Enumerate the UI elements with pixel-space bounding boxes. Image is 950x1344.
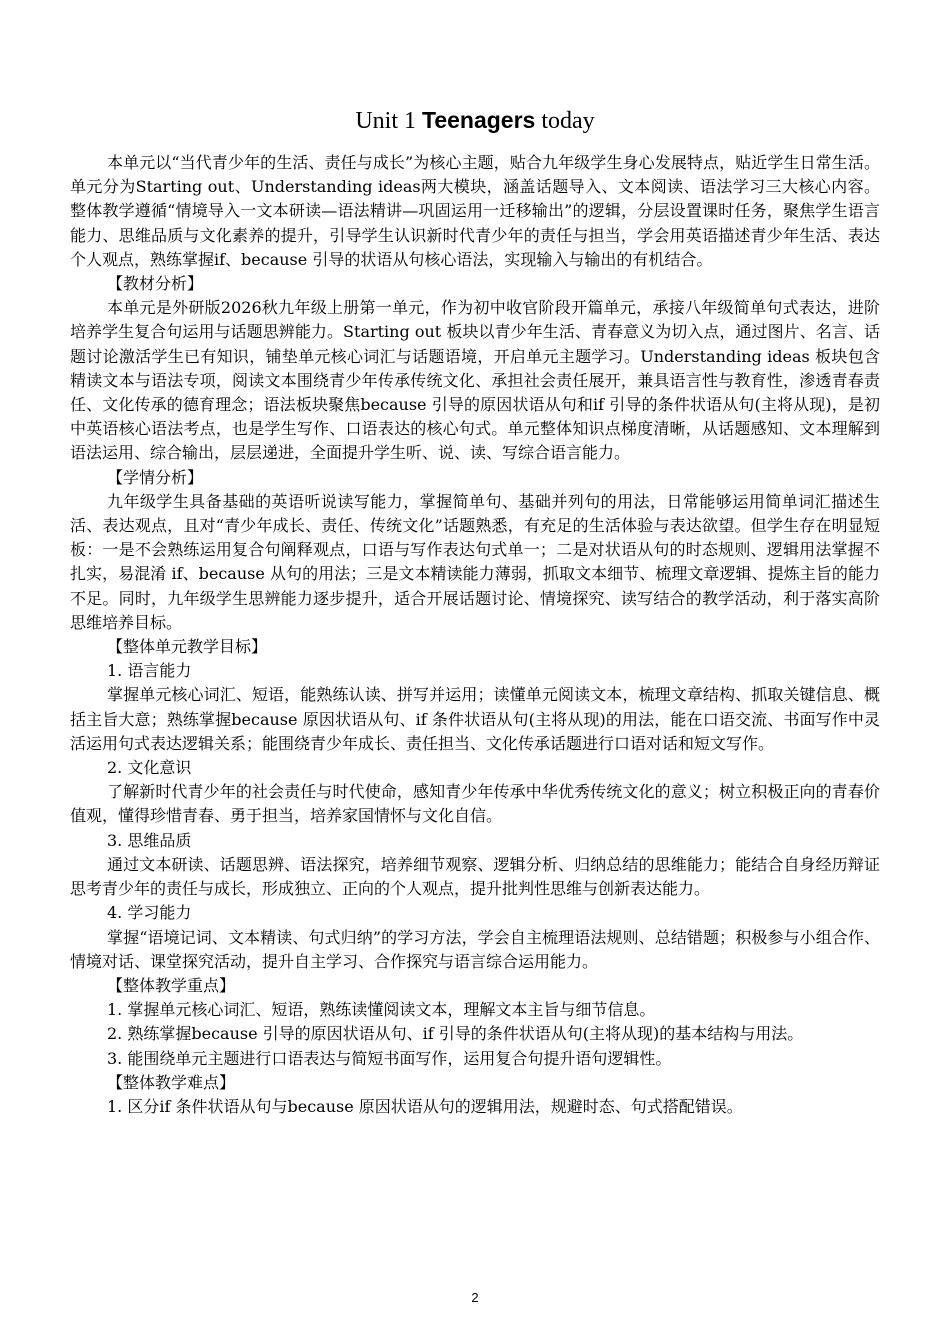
body-paragraph: 九年级学生具备基础的英语听说读写能力，掌握简单句、基础并列句的用法，日常能够运用简单词汇描述生活、表达观点，且对“青少年成长、责任、传统文化”话题熟悉，有充足的生活体验与表达欲望。但学生存在明显短板：一是不会熟练运用复合句阐释观点，口语与写作表达句式单一；二是对状语从句的时态规则、逻辑用法掌握不扎实，易混淆 if、because 从句的用法；三是文本精读能力薄弱，抓取文本细节、梳理文章逻辑、提炼主旨的能力不足。同时，九年级学生思辨能力逐步提升，适合开展话题讨论、情境探究、读写结合的教学活动，利于落实高阶思维培养目标。 bbox=[70, 491, 880, 632]
body-paragraph: 掌握单元核心词汇、短语，能熟练认读、拼写并运用；读懂单元阅读文本，梳理文章结构、抓取关键信息、概括主旨大意；熟练掌握because 原因状语从句、if 条件状语从句(主将从现)的用法，能在口语交流、书面写作中灵活运用句式表达逻辑关系；能围绕青少年成长、责任担当、文化传承话题进行口语对话和短文写作。 bbox=[70, 685, 880, 753]
document-body bbox=[70, 151, 880, 1119]
body-paragraph: 1. 区分if 条件状语从句与because 原因状语从句的逻辑用法，规避时态、句式搭配错误。 bbox=[107, 1096, 743, 1116]
page-title bbox=[0, 104, 950, 137]
section-heading: 【教材分析】 bbox=[107, 274, 204, 294]
body-paragraph: 了解新时代青少年的社会责任与时代使命，感知青少年传承中华优秀传统文化的意义；树立积极正向的青春价值观，懂得珍惜青春、勇于担当，培养家国情怀与文化自信。 bbox=[70, 782, 880, 826]
page-number: 2 bbox=[471, 1290, 479, 1305]
subsection-heading: 1. 语言能力 bbox=[107, 661, 192, 681]
body-paragraph: 3. 能围绕单元主题进行口语表达与简短书面写作，运用复合句提升语句逻辑性。 bbox=[107, 1048, 672, 1068]
title-teenagers: Teenagers bbox=[421, 107, 536, 133]
subsection-heading: 3. 思维品质 bbox=[107, 830, 192, 850]
body-paragraph: 2. 熟练掌握because 引导的原因状语从句、if 引导的条件状语从句(主将从现)的基本结构与用法。 bbox=[107, 1024, 804, 1044]
section-heading: 【学情分析】 bbox=[107, 467, 204, 487]
body-paragraph: 掌握“语境记词、文本精读、句式归纳”的学习方法，学会自主梳理语法规则、总结错题；积极参与小组合作、情境对话、课堂探究活动，提升自主学习、合作探究与语言综合运用能力。 bbox=[70, 927, 880, 971]
section-heading: 【整体教学难点】 bbox=[107, 1072, 236, 1092]
body-paragraph: 通过文本研读、话题思辨、语法探究，培养细节观察、逻辑分析、归纳总结的思维能力；能结合自身经历辩证思考青少年的责任与成长，形成独立、正向的个人观点，提升批判性思维与创新表达能力。 bbox=[70, 854, 880, 899]
body-paragraph: 本单元以“当代青少年的生活、责任与成长”为核心主题，贴合九年级学生身心发展特点，贴近学生日常生活。单元分为Starting out、Understanding ideas两大模块，涵盖话题导入、文本阅读、语法学习三大核心内容。整体教学遵循“情境导入一文本研读—语法精讲—巩固运用一迁移输出”的逻辑，分层设置课时任务，聚焦学生语言能力、思维品质与文化素养的提升，引导学生认识新时代青少年的责任与担当，学会用英语描述青少年生活、表达个人观点，熟练掌握if、because 引导的状语从句核心语法，实现输入与输出的有机结合。 bbox=[70, 153, 880, 269]
section-heading: 【整体教学重点】 bbox=[107, 975, 236, 995]
title-unit: Unit 1 bbox=[355, 108, 422, 134]
subsection-heading: 4. 学习能力 bbox=[107, 903, 192, 923]
section-heading: 【整体单元教学目标】 bbox=[107, 637, 268, 657]
body-paragraph: 本单元是外研版2026秋九年级上册第一单元，作为初中收官阶段开篇单元，承接八年级简单句式表达，进阶培养学生复合句运用与话题思辨能力。Starting out 板块以青少年生活、青春意义为切入点，通过图片、名言、话题讨论激活学生已有知识，铺垫单元核心词汇与话题语境，开启单元主题学习。Understanding ideas 板块包含精读文本与语法专项，阅读文本围绕青少年传承传统文化、承担社会责任展开，兼具语言性与教育性，渗透青春责任、文化传承的德育理念；语法板块聚焦because 引导的原因状语从句和if 引导的条件状语从句(主将从现)，是初中英语核心语法考点，也是学生写作、口语表达的核心句式。单元整体知识点梯度清晰，从话题感知、文本理解到语法运用、综合输出，层层递进，全面提升学生听、说、读、写综合语言能力。 bbox=[70, 298, 880, 463]
title-today: today bbox=[535, 108, 595, 134]
subsection-heading: 2. 文化意识 bbox=[107, 758, 192, 778]
body-paragraph: 1. 掌握单元核心词汇、短语，熟练读懂阅读文本，理解文本主旨与细节信息。 bbox=[107, 1000, 656, 1020]
